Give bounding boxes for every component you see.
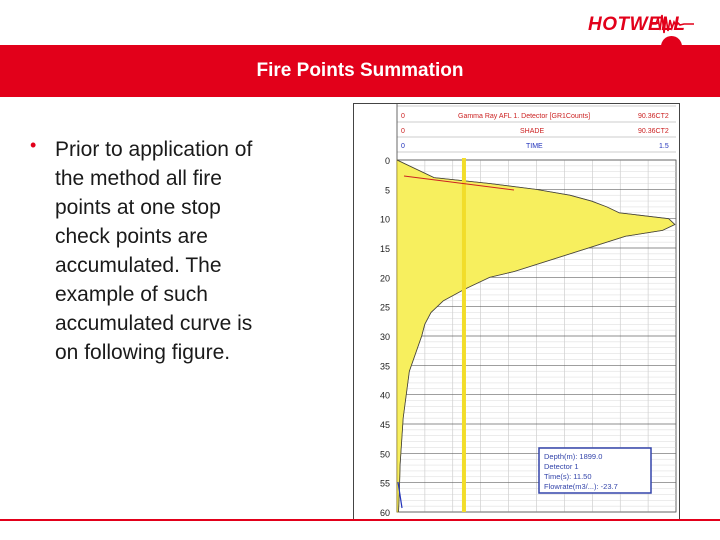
depth-axis: [380, 156, 390, 518]
depth-label-60: 60: [379, 508, 390, 518]
depth-label-0: 0: [384, 156, 390, 166]
slide-title: Fire Points Summation: [256, 60, 464, 81]
header-row-2-left: 0: [401, 128, 405, 135]
info-line-4: Flowrate(m3/...): -23.7: [544, 482, 618, 491]
header-row-1-left: 0: [401, 113, 405, 120]
log-figure: [353, 103, 680, 521]
info-line-2: Detector 1: [544, 462, 579, 471]
header-row-2-name: SHADE: [520, 128, 545, 135]
header-row-3-left: 0: [401, 143, 405, 150]
header-row-2: [401, 128, 669, 135]
header-row-2-right: 90.36CT2: [638, 128, 669, 135]
depth-label-55: 55: [379, 478, 390, 489]
depth-label-25: 25: [379, 302, 390, 313]
logo-text: HOTWELL: [588, 14, 686, 35]
depth-label-20: 20: [379, 273, 390, 284]
info-line-3: Time(s): 11.50: [544, 472, 592, 481]
log-chart: [354, 104, 679, 520]
depth-label-15: 15: [379, 244, 390, 254]
header-row-1-right: 90.36CT2: [638, 113, 669, 120]
depth-label-50: 50: [379, 449, 390, 460]
depth-label-30: 30: [379, 332, 390, 342]
header-row-3-name: TIME: [526, 143, 543, 150]
depth-label-5: 5: [384, 185, 390, 196]
depth-label-10: 10: [379, 214, 390, 225]
footer-line: [0, 519, 720, 521]
wave-icon: [652, 12, 694, 36]
header-row-3: [401, 143, 669, 150]
depth-label-40: 40: [379, 390, 390, 401]
header-row-1: [401, 113, 669, 120]
bullet-icon: •: [30, 135, 37, 155]
info-box: [539, 448, 651, 493]
depth-label-45: 45: [379, 420, 390, 430]
info-line-1: Depth(m): 1899.0: [544, 452, 603, 461]
header-row-1-name: Gamma Ray AFL 1. Detector [GR1Counts]: [458, 113, 591, 120]
header-row-3-right: 1.5: [659, 143, 669, 150]
bullet-text: Prior to application of the method all fire points at one stop check points are accumulated. The example of such accumulated curve is on following figure.: [55, 138, 253, 364]
depth-label-35: 35: [379, 361, 390, 372]
